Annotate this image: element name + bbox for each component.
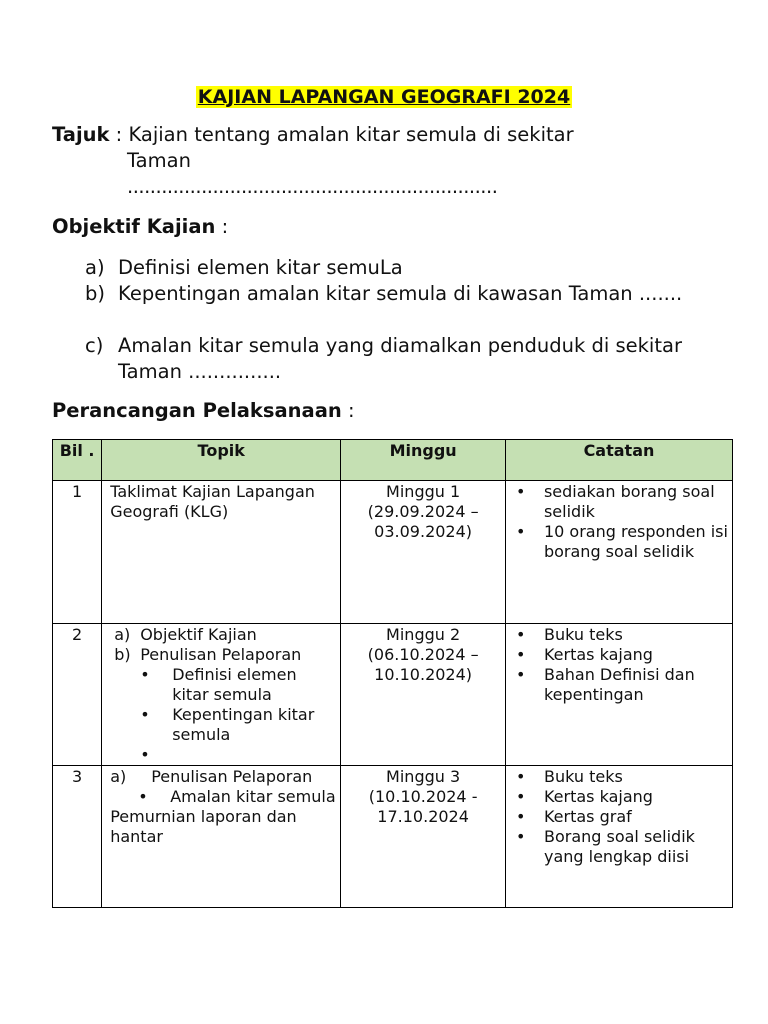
objektif-text: Amalan kitar semula yang diamalkan penduduk di sekitar Taman ............... [118, 334, 682, 383]
objektif-heading [52, 214, 228, 240]
catatan-item: • Buku teks [544, 625, 728, 645]
perancangan-label: Perancangan Pelaksanaan [52, 399, 342, 422]
cell-minggu: Minggu 2 (06.10.2024 – 10.10.2024) [341, 624, 506, 766]
cell-catatan [505, 624, 732, 766]
perancangan-heading [52, 398, 355, 424]
topik-item [112, 625, 336, 645]
cell-topik [102, 766, 341, 908]
topik-text: Objektif Kajian [140, 625, 257, 644]
tajuk-separator: : [109, 123, 129, 146]
topik-letter: a) [110, 767, 127, 786]
header-topik: Topik [102, 440, 341, 481]
plan-table [52, 439, 733, 908]
header-bil: Bil . [53, 440, 102, 481]
header-catatan: Catatan [505, 440, 732, 481]
catatan-item: • Buku teks [544, 767, 728, 787]
catatan-item: • Kertas graf [544, 807, 728, 827]
objektif-letter: b) [85, 282, 105, 305]
objektif-separator: : [215, 215, 229, 238]
topik-letter: b) [114, 645, 131, 664]
cell-topik: Taklimat Kajian Lapangan Geografi (KLG) [102, 481, 341, 624]
cell-bil: 3 [53, 766, 102, 908]
tajuk-label: Tajuk [52, 123, 110, 146]
catatan-item: • Kertas kajang [544, 645, 728, 665]
objektif-letter: c) [85, 334, 104, 357]
topik-text: Penulisan Pelaporan [140, 645, 302, 664]
perancangan-separator: : [341, 399, 355, 422]
table-row [53, 766, 733, 908]
objektif-text: Definisi elemen kitar semuLa [118, 256, 403, 279]
cell-bil: 2 [53, 624, 102, 766]
objektif-text: Kepentingan amalan kitar semula di kawasan Taman ....... [118, 282, 683, 305]
cell-minggu: Minggu 3 (10.10.2024 - 17.10.2024 [341, 766, 506, 908]
header-minggu: Minggu [341, 440, 506, 481]
tajuk-text: Kajian tentang amalan kitar semula di sekitar [128, 123, 574, 146]
catatan-item: • Borang soal selidik yang lengkap diisi [544, 827, 728, 867]
topik-sub-item [172, 745, 336, 765]
topik-item [110, 767, 336, 787]
cell-topik [102, 624, 341, 766]
title-text: KAJIAN LAPANGAN GEOGRAFI 2024 [197, 86, 571, 108]
objektif-letter: a) [85, 256, 105, 279]
topik-extra: Pemurnian laporan dan hantar [110, 807, 297, 846]
document-title [0, 83, 768, 111]
tajuk-text-line2: Taman [127, 149, 191, 172]
catatan-item: • 10 orang responden isi borang soal selidik [544, 522, 728, 562]
cell-minggu: Minggu 1 (29.09.2024 – 03.09.2024) [341, 481, 506, 624]
table-row [53, 481, 733, 624]
topik-item [112, 645, 336, 665]
cell-catatan [505, 481, 732, 624]
topik-sub-item: • Amalan kitar semula [170, 787, 336, 807]
objektif-label: Objektif Kajian [52, 215, 216, 238]
topik-text: Penulisan Pelaporan [151, 767, 313, 786]
catatan-item: • Bahan Definisi dan kepentingan [544, 665, 728, 705]
topik-sub-item: • Kepentingan kitar semula [172, 705, 336, 745]
catatan-item: • Kertas kajang [544, 787, 728, 807]
topik-letter: a) [114, 625, 131, 644]
tajuk-line [52, 122, 574, 148]
table-header-row [53, 440, 733, 481]
cell-bil: 1 [53, 481, 102, 624]
table-row [53, 624, 733, 766]
topik-sub-item: • Definisi elemen kitar semula [172, 665, 336, 705]
cell-catatan [505, 766, 732, 908]
tajuk-dots: ................................................................. [127, 175, 498, 198]
catatan-item: • sediakan borang soal selidik [544, 482, 728, 522]
